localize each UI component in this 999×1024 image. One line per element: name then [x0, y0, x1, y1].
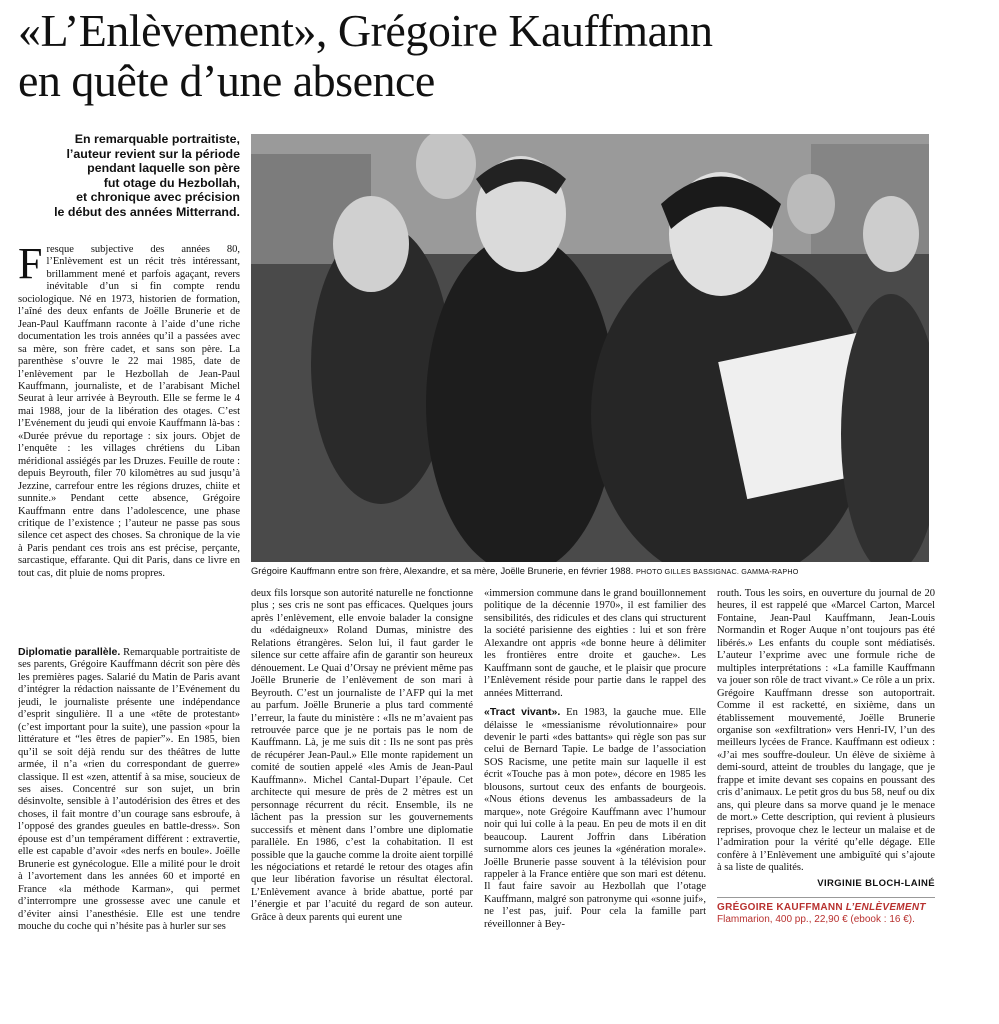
paragraph-text: En 1983, la gauche mue. Elle délaisse le «messianisme révolutionnaire» pour devenir le parti «des battants» qui règle son pas sur celui de Bernard Tapie. Le badge de l’association SOS Racisme, une petite main sur laquelle il est écrit «Touche pas à mon pote», décore en 1985 les blousons, surtout ceux des enfants de bourgeois. «Nous étions devenus les ambassadeurs de la marque», note Grégoire Kauffmann avec l’humour noir qui lui colle à la peau. En peu de mots il en dit beaucoup. Laurent Joffrin dans Libération surnomme alors ces jeunes la «génération morale». Joëlle Brunerie passe souvent à la télévision pour rappeler à la France entière que son mari est détenu. Il faut faire savoir au Hezbollah que l’otage Kauffmann, malgré son patronyme qui «sonne juif», ne l’est pas, juif. Pour cela la famille part réveillonner à Bey- — [484, 707, 706, 930]
paragraph-text: deux fils lorsque son autorité naturelle ne fonctionne plus ; ses cris ne sont pas efficaces. Quelques jours après l’enlèvement, elle envoie balader la consigne du «dédaigneux» Roland Dumas, ministre des Relations étrangères. Selon lui, il faut garder le silence sur cette affaire afin de garantir son heureux dénouement. Le Quai d’Orsay ne prévient même pas Joëlle Brunerie de l’enlèvement de son mari à Beyrouth. C’est un journaliste de l’AFP qui la met au parfum. Joëlle Brunerie a plus tard commenté l’erreur, la faute du ministère : «Ils ne m’avaient pas retrouvée parce que je ne portais pas le nom de Kauffmann. Là, je me suis dit : Ils ne sont pas près de récupérer Jean-Paul.» Elle monte rapidement un comité de soutien appelé «les Amis de Jean-Paul Kauffmann». Michel Cantal-Dupart l’épaule. Cet architecte qui mesure de près de 2 mètres est un personnage récurrent du récit. Ensemble, ils ne lâchent pas la pression sur les gouvernements successifs et mènent dans l’ombre une diplomatie parallèle. En 1986, c’est la cohabitation. Il est possible que la gauche comme la droite aient torpillé les négociations et retardé le retour des otages afin que leur libération favorise un résultat électoral. L’Enlèvement avance à bride abattue, porté par l’énergie et par l’acuité du regard de son auteur. Grâce à deux parents qui eurent une — [251, 588, 473, 923]
article-photo — [251, 134, 929, 562]
standfirst-line: le début des années Mitterrand. — [54, 204, 240, 219]
standfirst-line: et chronique avec précision — [76, 190, 240, 205]
paragraph — [484, 706, 706, 931]
paragraph-text: routh. Tous les soirs, en ouverture du journal de 20 heures, il est rappelé que «Marcel Carton, Marcel Fontaine, Jean-Paul Kauffmann, Jean-Louis Normandin et Roger Auque n’ont toujours pas été libérés.» Les enfants du couple sont médiatisés. L’auteur l’exprime avec une formule riche de multiples interprétations : «La famille Kauffmann va jouer son rôle de tract vivant.» Ce rôle a un prix. Grégoire Kauffmann dresse son autoportrait. Comme il est racketté, en sixième, dans un établissement mouvementé, Joëlle Brunerie organise son «exfiltration» vers Henri-IV, l’un des meilleurs lycées de France. Kauffmann est odieux : «J’ai mes souffre-douleur. Un élève de sixième à demi-sourd, atteint de troubles du langage, que je frappe et imite devant ses copains en poussant des cris d’animaux. Le petit gros du bus 58, neuf ou dix ans, qui pleure dans sa morve quand je le menace de mort.» Cette description, qui revient à plusieurs reprises, provoque chez le lecteur un malaise et de l’admiration pour la vérité qu’elle dégage. Elle confère à l’Enlèvement une ambiguïté qui s’ajoute à sa liste de qualités. — [717, 588, 935, 873]
book-author: GRÉGOIRE KAUFFMANN — [717, 901, 843, 913]
divider — [717, 897, 935, 898]
standfirst-line: En remarquable portraitiste, — [74, 132, 240, 146]
book-details: Flammarion, 400 pp., 22,90 € (ebook : 16 €). — [717, 914, 915, 926]
headline-line-1: «L’Enlèvement», Grégoire Kauffmann — [18, 5, 713, 56]
drop-cap: F — [18, 244, 43, 288]
book-title: L’ENLÈVEMENT — [845, 901, 926, 913]
standfirst-line: pendant laquelle son père — [87, 161, 240, 176]
article-column-2 — [251, 588, 473, 1024]
standfirst-line: fut otage du Hezbollah, — [103, 175, 240, 190]
subheading: Diplomatie parallèle. — [18, 646, 121, 658]
subheading: «Tract vivant». — [484, 706, 561, 719]
photo-caption — [251, 565, 991, 578]
paragraph-text: Remarquable portraitiste de ses parents, Grégoire Kauffmann décrit son père dès les premières pages. Salarié du Matin de Paris avant d’intégrer la rédaction naissante de l’Evénement du jeudi, le journaliste présente une indépendance d’esprit singulière. Il a une «tête de protestant» (c’est important pour la suite), une passion «pour la littérature et “les êtres de papier”». En 1985, bien qu’il se soit déjà rendu sur des théâtres de lutte armée, il n’a «rien du correspondant de guerre» classique. Il est «zen, attentif à sa mise, soucieux de ses aises. Concentré sur son sujet, un brin désinvolte, sensible à l’autodérision des êtres et des choses, il fait montre d’un courage sans esbroufe, à l’opposé des grandes gueules en battle-dress». Son épouse est d’un tempérament différent : extravertie, elle est capable d’avoir «des nerfs en boule». Joëlle Brunerie est gynécologue. Elle a milité pour le droit à l’avortement dans les années 60 et importé en France «la méthode Karman», qui permet d’interrompre une grossesse avec une canule et d’éviter ainsi l’anesthésie. Elle est une tendre mouche du coche qui n’hésite pas à hurler sur ses — [18, 647, 240, 932]
paragraph — [18, 244, 240, 580]
headline-line-2: en quête d’une absence — [18, 55, 435, 106]
paragraph-text: «immersion commune dans le grand bouillonnement politique de la décennie 1970», il est familier des sensibilités, des ridicules et des clans qui structurent la société parisienne des eighties : lui et son frère Alexandre ont appris «de bonne heure à délimiter les frontières entre droite et gauche». Les Kauffmann sont de gauche, et le plaisir que procure l’Enlèvement réside pour partie dans le rappel des années Mitterrand. — [484, 588, 706, 699]
caption-text: Grégoire Kauffmann entre son frère, Alexandre, et sa mère, Joëlle Brunerie, en février 1988. — [251, 565, 634, 576]
standfirst — [18, 132, 240, 220]
paragraph-text: resque subjective des années 80, l’Enlèvement est un récit très intéressant, brillamment mené et parfois agaçant, revers inévitable d’un si fin compte rendu sociologique. Né en 1973, historien de formation, l’aîné des deux enfants de Joëlle Brunerie et de Jean-Paul Kauffmann raconte à l’aide d’une riche documentation les trois années qu’il a passées avec sa mère, son frère cadet, et sans son père. La parenthèse s’ouvre le 22 mai 1985, date de l’enlèvement par le Hezbollah de Jean-Paul Kauffmann, journaliste, et de l’arabisant Michel Seurat à leur arrivée à Beyrouth. Elle se ferme le 4 mai 1988, jour de la libération des otages. C’est l’Evénement du jeudi qui envoie Kauffmann là-bas : «Durée prévue du reportage : six jours. Objet de l’enquête : les villages chrétiens du Liban méridional assiégés par les Druzes. Feuille de route : depuis Beyrouth, filer 70 kilomètres au sud jusqu’à Jezzine, carrefour entre les régions druzes, chiite et sunnite.» Pendant cette absence, Grégoire Kauffmann entre dans l’adolescence, une phase critique de l’existence ; l’auteur ne passe pas sous silence cet aspect des choses. Sa chronique de la vie à Paris pendant ces trois ans est précise, perçante, sarcastique, effarante. Qui dit Paris, dans ce livre en tout cas, dit pluie de noms propres. — [18, 244, 240, 579]
headline — [18, 6, 988, 106]
article-column-1-bottom — [18, 646, 240, 1024]
book-info — [717, 902, 935, 927]
standfirst-line: l’auteur revient sur la période — [66, 146, 240, 161]
paragraph — [18, 646, 240, 933]
photo-credit: PHOTO GILLES BASSIGNAC. GAMMA-RAPHO — [635, 567, 799, 576]
article-column-3 — [484, 588, 706, 1024]
article-column-4 — [717, 588, 935, 1024]
author-signature: VIRGINIE BLOCH-LAINÉ — [817, 878, 935, 890]
